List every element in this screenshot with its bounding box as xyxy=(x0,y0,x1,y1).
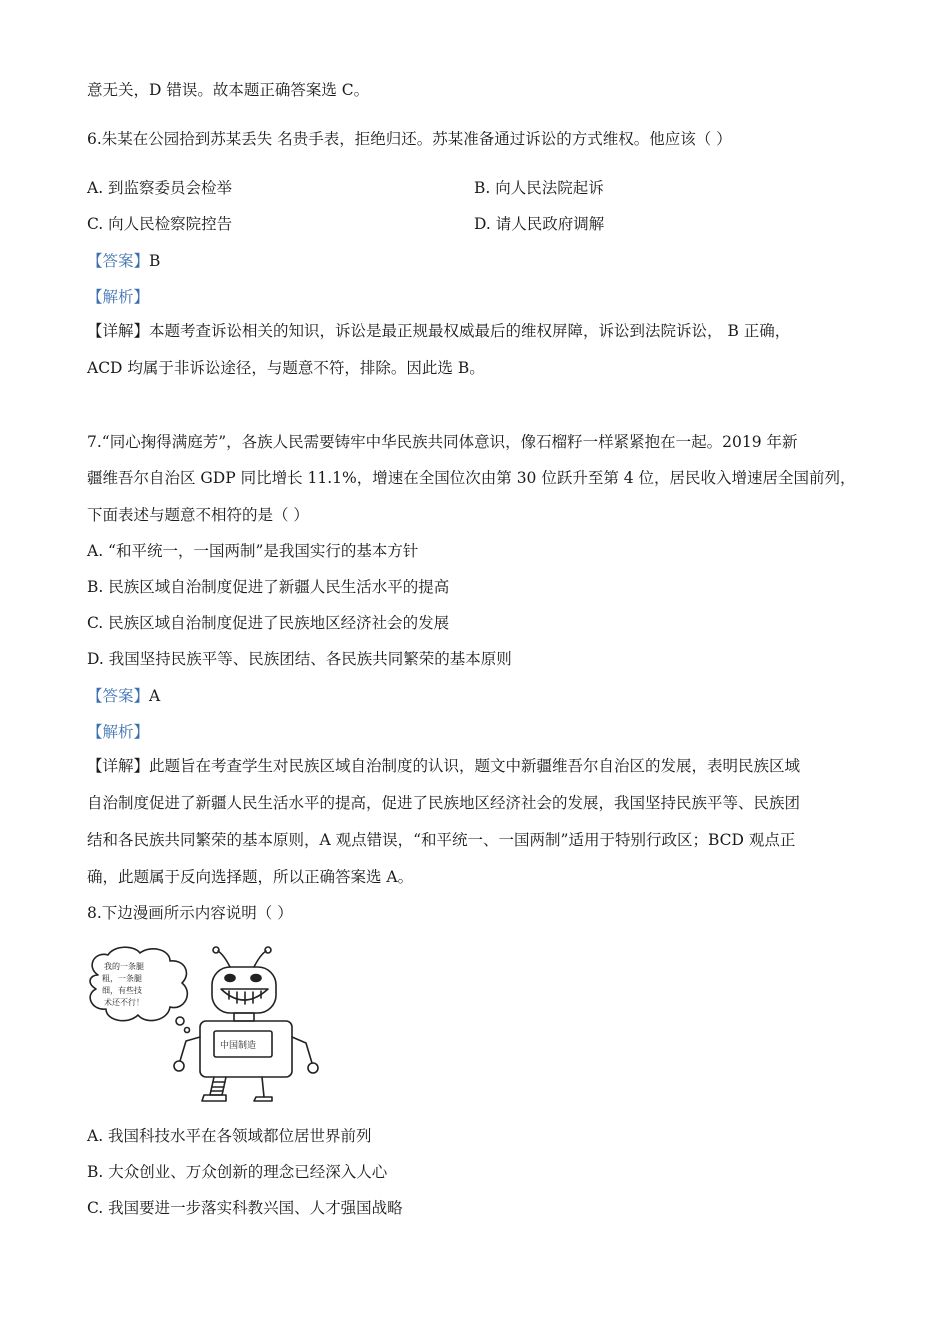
q6-option-d: D. 请人民政府调解 xyxy=(474,215,605,233)
thought-bubble-tiny xyxy=(185,1028,190,1033)
detail-text: 本题考查诉讼相关的知识，诉讼是最正规最权威最后的维权屏障，诉讼到法院诉讼， B 正确， xyxy=(149,322,791,340)
thick-leg-foot xyxy=(202,1095,226,1101)
detail-tag: 【详解】 xyxy=(87,757,150,775)
left-antenna-tip xyxy=(213,947,219,953)
left-arm xyxy=(180,1037,200,1061)
q8-option-b: B. 大众创业、万众创新的理念已经深入人心 xyxy=(87,1163,388,1181)
q7-stem-line-2: 疆维吾尔自治区 GDP 同比增长 11.1%，增速在全国位次由第 30 位跃升至第 4 位，居民收入增速居全国前列， xyxy=(87,469,856,487)
robot-cartoon xyxy=(84,945,334,1105)
left-hand xyxy=(174,1061,184,1071)
left-antenna xyxy=(218,951,230,967)
q6-option-c: C. 向人民检察院控告 xyxy=(87,215,233,233)
thought-cloud xyxy=(90,947,187,1020)
q7-option-c: C. 民族区域自治制度促进了民族地区经济社会的发展 xyxy=(87,614,450,632)
right-antenna-tip xyxy=(265,947,271,953)
q8-stem: 8.下边漫画所示内容说明（ ） xyxy=(87,904,293,922)
q7-detail-line-2: 自治制度促进了新疆人民生活水平的提高，促进了民族地区经济社会的发展，我国坚持民族平等、民族团 xyxy=(87,794,801,812)
q6-option-a: A. 到监察委员会检举 xyxy=(87,179,233,197)
right-hand xyxy=(308,1063,318,1073)
bubble-line-1: 我的一条腿 xyxy=(104,962,144,971)
detail-text: 此题旨在考查学生对民族区域自治制度的认识，题文中新疆维吾尔自治区的发展，表明民族区域 xyxy=(149,757,801,775)
chest-label: 中国制造 xyxy=(220,1041,257,1051)
q6-option-b: B. 向人民法院起诉 xyxy=(474,179,604,197)
q7-detail-line-4: 确，此题属于反向选择题，所以正确答案选 A。 xyxy=(87,868,414,886)
q7-detail-line-1 xyxy=(87,755,800,777)
robot-neck xyxy=(234,1013,254,1021)
q6-stem: 6.朱某在公园拾到苏某丢失 名贵手表，拒绝归还。苏某准备通过诉讼的方式维权。他应该（ ） xyxy=(87,130,732,148)
bubble-line-4: 术还不行！ xyxy=(104,998,144,1007)
answer-value: B xyxy=(149,252,161,270)
q7-stem-line-1: 7.“同心掬得满庭芳”，各族人民需要铸牢中华民族共同体意识，像石榴籽一样紧紧抱在一起。2019 年新 xyxy=(87,433,798,451)
q7-stem-line-3: 下面表述与题意不相符的是（ ） xyxy=(87,506,309,524)
bubble-line-2: 粗，一条腿 xyxy=(102,974,142,983)
q8-option-c: C. 我国要进一步落实科教兴国、人才强国战略 xyxy=(87,1199,403,1217)
detail-tag: 【详解】 xyxy=(87,322,150,340)
answer-tag: 【答案】 xyxy=(87,687,150,705)
q7-option-b: B. 民族区域自治制度促进了新疆人民生活水平的提高 xyxy=(87,578,450,596)
right-eye xyxy=(251,975,261,982)
answer-value: A xyxy=(149,687,161,705)
prev-answer-tail: 意无关，D 错误。故本题正确答案选 C。 xyxy=(87,81,370,99)
q6-detail-line-2: ACD 均属于非诉讼途径，与题意不符，排除。因此选 B。 xyxy=(87,359,485,377)
left-eye xyxy=(225,975,235,982)
q7-option-a: A. “和平统一，一国两制”是我国实行的基本方针 xyxy=(87,542,419,560)
right-antenna xyxy=(254,951,266,967)
thick-leg xyxy=(210,1077,226,1095)
q7-detail-line-3: 结和各民族共同繁荣的基本原则，A 观点错误，“和平统一、一国两制”适用于特别行政区；BCD 观点正 xyxy=(87,831,796,849)
q7-answer xyxy=(87,685,160,707)
thin-leg xyxy=(262,1077,264,1097)
q7-option-d: D. 我国坚持民族平等、民族团结、各民族共同繁荣的基本原则 xyxy=(87,650,512,668)
q8-option-a: A. 我国科技水平在各领域都位居世界前列 xyxy=(87,1127,372,1145)
right-arm xyxy=(292,1037,312,1063)
q6-analysis-tag: 【解析】 xyxy=(87,288,150,306)
bubble-line-3: 细，有些技 xyxy=(102,986,142,995)
q7-analysis-tag: 【解析】 xyxy=(87,723,150,741)
q6-answer xyxy=(87,250,160,272)
thought-bubble-small xyxy=(176,1017,184,1025)
thin-leg-foot xyxy=(254,1097,272,1101)
q6-detail-line-1 xyxy=(87,320,790,342)
answer-tag: 【答案】 xyxy=(87,252,150,270)
